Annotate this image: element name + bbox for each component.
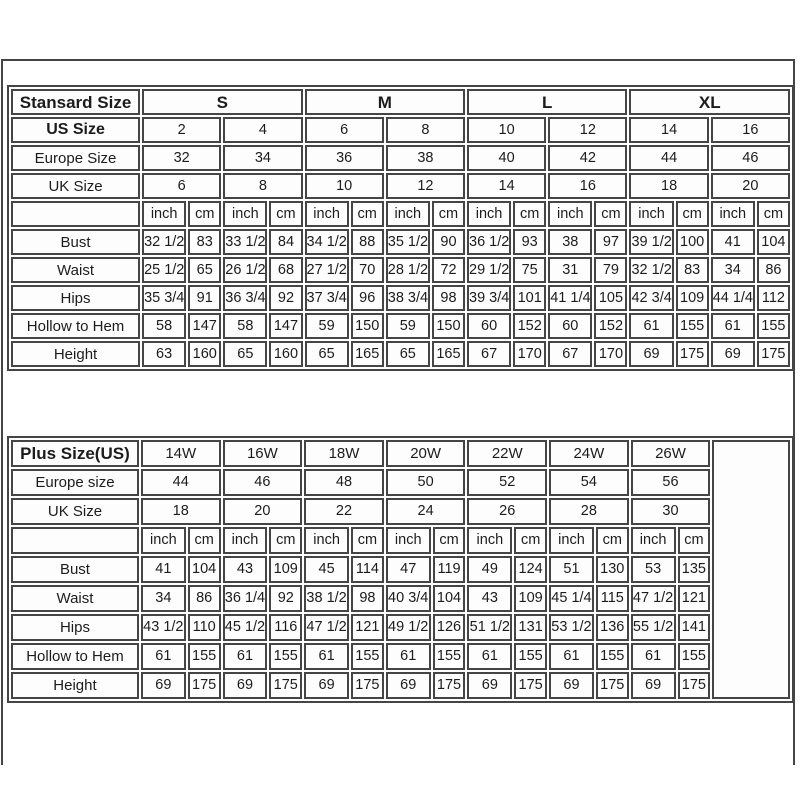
- unit-header-cell: cm: [513, 201, 546, 227]
- size-value-cell: 52: [467, 469, 547, 496]
- measurement-inch-cell: 34: [711, 257, 755, 283]
- measurement-cm-cell: 150: [351, 313, 384, 339]
- size-group-header: S: [142, 89, 302, 115]
- measurement-inch-cell: 33 1/2: [223, 229, 267, 255]
- measurement-inch-cell: 69: [223, 672, 268, 699]
- size-value-cell: 48: [304, 469, 384, 496]
- size-value-cell: 24: [386, 498, 466, 525]
- measurement-inch-cell: 51: [549, 556, 594, 583]
- measurement-cm-cell: 155: [678, 643, 711, 670]
- measurement-cm-cell: 155: [676, 313, 709, 339]
- measurement-inch-cell: 61: [223, 643, 268, 670]
- size-value-cell: 16: [711, 117, 790, 143]
- measurement-cm-cell: 91: [188, 285, 221, 311]
- measurement-cm-cell: 121: [351, 614, 384, 641]
- size-group-header: XL: [629, 89, 790, 115]
- measurement-cm-cell: 175: [433, 672, 466, 699]
- measurement-cm-cell: 104: [188, 556, 221, 583]
- measurement-cm-cell: 86: [188, 585, 221, 612]
- unit-header-cell: inch: [304, 527, 349, 554]
- measurement-cm-cell: 83: [188, 229, 221, 255]
- measurement-inch-cell: 59: [305, 313, 349, 339]
- size-value-cell: 8: [386, 117, 465, 143]
- row-label: Hollow to Hem: [11, 313, 140, 339]
- measurement-cm-cell: 170: [513, 341, 546, 367]
- measurement-inch-cell: 61: [141, 643, 186, 670]
- measurement-inch-cell: 45: [304, 556, 349, 583]
- measurement-cm-cell: 175: [188, 672, 221, 699]
- measurement-inch-cell: 38 3/4: [386, 285, 430, 311]
- size-value-cell: 2: [142, 117, 221, 143]
- row-label: Height: [11, 672, 139, 699]
- standard-size-table: [7, 85, 794, 371]
- measurement-cm-cell: 101: [513, 285, 546, 311]
- unit-header-cell: inch: [305, 201, 349, 227]
- size-value-cell: 6: [142, 173, 221, 199]
- measurement-cm-cell: 126: [433, 614, 466, 641]
- measurement-cm-cell: 88: [351, 229, 384, 255]
- row-label: Height: [11, 341, 140, 367]
- size-value-cell: 6: [305, 117, 384, 143]
- unit-header-cell: inch: [631, 527, 676, 554]
- row-label: US Size: [11, 117, 140, 143]
- measurement-inch-cell: 25 1/2: [142, 257, 186, 283]
- unit-header-cell: inch: [386, 527, 431, 554]
- measurement-cm-cell: 170: [594, 341, 627, 367]
- measurement-inch-cell: 61: [549, 643, 594, 670]
- row-label: UK Size: [11, 498, 139, 525]
- measurement-inch-cell: 26 1/2: [223, 257, 267, 283]
- measurement-cm-cell: 150: [432, 313, 465, 339]
- measurement-cm-cell: 104: [433, 585, 466, 612]
- measurement-cm-cell: 109: [514, 585, 547, 612]
- unit-header-cell: cm: [433, 527, 466, 554]
- measurement-cm-cell: 98: [432, 285, 465, 311]
- row-label: UK Size: [11, 173, 140, 199]
- measurement-cm-cell: 92: [269, 585, 302, 612]
- measurement-inch-cell: 69: [631, 672, 676, 699]
- size-value-cell: 12: [548, 117, 627, 143]
- measurement-inch-cell: 35 3/4: [142, 285, 186, 311]
- measurement-inch-cell: 36 1/4: [223, 585, 268, 612]
- row-label: Bust: [11, 229, 140, 255]
- measurement-cm-cell: 165: [351, 341, 384, 367]
- measurement-inch-cell: 69: [141, 672, 186, 699]
- measurement-cm-cell: 136: [596, 614, 629, 641]
- size-group-header: 24W: [549, 440, 629, 467]
- size-value-cell: 42: [548, 145, 627, 171]
- size-group-header: 22W: [467, 440, 547, 467]
- measurement-inch-cell: 61: [631, 643, 676, 670]
- measurement-cm-cell: 160: [269, 341, 302, 367]
- measurement-cm-cell: 175: [351, 672, 384, 699]
- unit-header-cell: inch: [467, 527, 512, 554]
- measurement-inch-cell: 36 3/4: [223, 285, 267, 311]
- measurement-inch-cell: 67: [467, 341, 511, 367]
- measurement-inch-cell: 41 1/4: [548, 285, 592, 311]
- measurement-inch-cell: 40 3/4: [386, 585, 431, 612]
- measurement-inch-cell: 53 1/2: [549, 614, 594, 641]
- measurement-inch-cell: 69: [629, 341, 673, 367]
- measurement-cm-cell: 152: [513, 313, 546, 339]
- measurement-cm-cell: 175: [678, 672, 711, 699]
- measurement-inch-cell: 39 1/2: [629, 229, 673, 255]
- measurement-cm-cell: 84: [269, 229, 302, 255]
- measurement-inch-cell: 65: [223, 341, 267, 367]
- measurement-inch-cell: 63: [142, 341, 186, 367]
- measurement-cm-cell: 135: [678, 556, 711, 583]
- size-group-header: 26W: [631, 440, 711, 467]
- measurement-inch-cell: 44 1/4: [711, 285, 755, 311]
- measurement-inch-cell: 61: [467, 643, 512, 670]
- unit-header-cell: inch: [711, 201, 755, 227]
- measurement-cm-cell: 155: [188, 643, 221, 670]
- size-value-cell: 38: [386, 145, 465, 171]
- row-label: Bust: [11, 556, 139, 583]
- measurement-cm-cell: 93: [513, 229, 546, 255]
- measurement-inch-cell: 43 1/2: [141, 614, 186, 641]
- measurement-inch-cell: 35 1/2: [386, 229, 430, 255]
- size-group-header: 20W: [386, 440, 466, 467]
- size-value-cell: 30: [631, 498, 711, 525]
- size-value-cell: 56: [631, 469, 711, 496]
- blank-column-cell: [712, 440, 790, 699]
- measurement-inch-cell: 61: [386, 643, 431, 670]
- size-value-cell: 20: [711, 173, 790, 199]
- measurement-inch-cell: 38: [548, 229, 592, 255]
- measurement-inch-cell: 69: [711, 341, 755, 367]
- unit-header-cell: inch: [142, 201, 186, 227]
- measurement-inch-cell: 69: [386, 672, 431, 699]
- measurement-inch-cell: 58: [142, 313, 186, 339]
- measurement-inch-cell: 60: [467, 313, 511, 339]
- measurement-inch-cell: 45 1/2: [223, 614, 268, 641]
- size-value-cell: 50: [386, 469, 466, 496]
- measurement-inch-cell: 32 1/2: [629, 257, 673, 283]
- measurement-inch-cell: 69: [549, 672, 594, 699]
- measurement-cm-cell: 109: [676, 285, 709, 311]
- measurement-cm-cell: 152: [594, 313, 627, 339]
- corner-header-cell: Stansard Size: [11, 89, 140, 115]
- measurement-inch-cell: 69: [304, 672, 349, 699]
- measurement-inch-cell: 47: [386, 556, 431, 583]
- unit-header-cell: inch: [223, 201, 267, 227]
- measurement-inch-cell: 29 1/2: [467, 257, 511, 283]
- measurement-cm-cell: 104: [757, 229, 790, 255]
- measurement-inch-cell: 41: [711, 229, 755, 255]
- size-value-cell: 44: [629, 145, 708, 171]
- measurement-inch-cell: 27 1/2: [305, 257, 349, 283]
- unit-header-cell: cm: [432, 201, 465, 227]
- row-label: Waist: [11, 257, 140, 283]
- size-value-cell: 18: [141, 498, 221, 525]
- row-label: Hollow to Hem: [11, 643, 139, 670]
- measurement-cm-cell: 155: [514, 643, 547, 670]
- measurement-inch-cell: 32 1/2: [142, 229, 186, 255]
- measurement-inch-cell: 37 3/4: [305, 285, 349, 311]
- size-value-cell: 46: [711, 145, 790, 171]
- measurement-inch-cell: 65: [386, 341, 430, 367]
- measurement-inch-cell: 60: [548, 313, 592, 339]
- measurement-inch-cell: 34: [141, 585, 186, 612]
- measurement-inch-cell: 36 1/2: [467, 229, 511, 255]
- measurement-cm-cell: 121: [678, 585, 711, 612]
- measurement-cm-cell: 92: [269, 285, 302, 311]
- measurement-cm-cell: 155: [596, 643, 629, 670]
- measurement-inch-cell: 65: [305, 341, 349, 367]
- unit-header-cell: inch: [629, 201, 673, 227]
- size-value-cell: 40: [467, 145, 546, 171]
- size-value-cell: 14: [629, 117, 708, 143]
- size-group-header: L: [467, 89, 627, 115]
- measurement-cm-cell: 70: [351, 257, 384, 283]
- size-value-cell: 26: [467, 498, 547, 525]
- size-value-cell: 36: [305, 145, 384, 171]
- measurement-cm-cell: 147: [269, 313, 302, 339]
- unit-header-cell: cm: [351, 201, 384, 227]
- measurement-cm-cell: 175: [596, 672, 629, 699]
- size-value-cell: 16: [548, 173, 627, 199]
- measurement-cm-cell: 141: [678, 614, 711, 641]
- measurement-inch-cell: 47 1/2: [304, 614, 349, 641]
- unit-header-cell: inch: [223, 527, 268, 554]
- measurement-inch-cell: 28 1/2: [386, 257, 430, 283]
- measurement-inch-cell: 49: [467, 556, 512, 583]
- measurement-cm-cell: 160: [188, 341, 221, 367]
- unit-header-cell: cm: [188, 527, 221, 554]
- size-value-cell: 32: [142, 145, 221, 171]
- measurement-cm-cell: 97: [594, 229, 627, 255]
- unit-header-cell: cm: [188, 201, 221, 227]
- size-group-header: 14W: [141, 440, 221, 467]
- unit-header-cell: inch: [548, 201, 592, 227]
- measurement-inch-cell: 61: [629, 313, 673, 339]
- unit-header-cell: cm: [351, 527, 384, 554]
- measurement-inch-cell: 41: [141, 556, 186, 583]
- measurement-inch-cell: 55 1/2: [631, 614, 676, 641]
- measurement-inch-cell: 51 1/2: [467, 614, 512, 641]
- measurement-inch-cell: 59: [386, 313, 430, 339]
- measurement-inch-cell: 39 3/4: [467, 285, 511, 311]
- measurement-inch-cell: 53: [631, 556, 676, 583]
- size-group-header: 16W: [223, 440, 303, 467]
- measurement-cm-cell: 175: [269, 672, 302, 699]
- corner-header-cell: Plus Size(US): [11, 440, 139, 467]
- measurement-cm-cell: 100: [676, 229, 709, 255]
- measurement-inch-cell: 38 1/2: [304, 585, 349, 612]
- measurement-cm-cell: 131: [514, 614, 547, 641]
- measurement-cm-cell: 72: [432, 257, 465, 283]
- measurement-cm-cell: 175: [514, 672, 547, 699]
- row-label: Hips: [11, 614, 139, 641]
- measurement-cm-cell: 116: [269, 614, 302, 641]
- measurement-cm-cell: 112: [757, 285, 790, 311]
- measurement-inch-cell: 47 1/2: [631, 585, 676, 612]
- size-value-cell: 10: [467, 117, 546, 143]
- measurement-cm-cell: 175: [757, 341, 790, 367]
- measurement-inch-cell: 49 1/2: [386, 614, 431, 641]
- measurement-cm-cell: 119: [433, 556, 466, 583]
- measurement-cm-cell: 75: [513, 257, 546, 283]
- size-value-cell: 34: [223, 145, 302, 171]
- measurement-cm-cell: 155: [351, 643, 384, 670]
- measurement-inch-cell: 45 1/4: [549, 585, 594, 612]
- unit-header-cell: cm: [514, 527, 547, 554]
- measurement-cm-cell: 90: [432, 229, 465, 255]
- size-value-cell: 14: [467, 173, 546, 199]
- unit-header-cell: inch: [467, 201, 511, 227]
- measurement-cm-cell: 124: [514, 556, 547, 583]
- measurement-inch-cell: 34 1/2: [305, 229, 349, 255]
- size-value-cell: 8: [223, 173, 302, 199]
- measurement-cm-cell: 165: [432, 341, 465, 367]
- measurement-inch-cell: 43: [467, 585, 512, 612]
- measurement-cm-cell: 155: [433, 643, 466, 670]
- size-value-cell: 44: [141, 469, 221, 496]
- unit-header-cell: cm: [269, 201, 302, 227]
- measurement-cm-cell: 86: [757, 257, 790, 283]
- measurement-inch-cell: 43: [223, 556, 268, 583]
- measurement-cm-cell: 155: [269, 643, 302, 670]
- measurement-cm-cell: 105: [594, 285, 627, 311]
- unit-header-cell: cm: [676, 201, 709, 227]
- size-value-cell: 28: [549, 498, 629, 525]
- unit-header-cell: cm: [596, 527, 629, 554]
- unit-header-cell: cm: [678, 527, 711, 554]
- size-value-cell: 46: [223, 469, 303, 496]
- size-value-cell: 20: [223, 498, 303, 525]
- measurement-cm-cell: 175: [676, 341, 709, 367]
- measurement-cm-cell: 83: [676, 257, 709, 283]
- measurement-cm-cell: 109: [269, 556, 302, 583]
- unit-header-cell: cm: [594, 201, 627, 227]
- size-value-cell: 12: [386, 173, 465, 199]
- size-group-header: M: [305, 89, 465, 115]
- unit-header-cell: inch: [549, 527, 594, 554]
- measurement-cm-cell: 96: [351, 285, 384, 311]
- measurement-cm-cell: 155: [757, 313, 790, 339]
- measurement-cm-cell: 68: [269, 257, 302, 283]
- row-label: Europe Size: [11, 145, 140, 171]
- measurement-inch-cell: 42 3/4: [629, 285, 673, 311]
- row-label: Waist: [11, 585, 139, 612]
- measurement-cm-cell: 115: [596, 585, 629, 612]
- row-label: Europe size: [11, 469, 139, 496]
- measurement-cm-cell: 110: [188, 614, 221, 641]
- measurement-cm-cell: 130: [596, 556, 629, 583]
- measurement-inch-cell: 61: [711, 313, 755, 339]
- unit-header-cell: cm: [269, 527, 302, 554]
- plus-size-table: [7, 436, 794, 703]
- unit-header-cell: inch: [386, 201, 430, 227]
- measurement-cm-cell: 147: [188, 313, 221, 339]
- unit-header-cell: cm: [757, 201, 790, 227]
- measurement-cm-cell: 114: [351, 556, 384, 583]
- measurement-cm-cell: 98: [351, 585, 384, 612]
- size-value-cell: 22: [304, 498, 384, 525]
- row-label: Hips: [11, 285, 140, 311]
- measurement-cm-cell: 79: [594, 257, 627, 283]
- measurement-inch-cell: 61: [304, 643, 349, 670]
- size-value-cell: 4: [223, 117, 302, 143]
- measurement-inch-cell: 58: [223, 313, 267, 339]
- size-value-cell: 18: [629, 173, 708, 199]
- measurement-inch-cell: 31: [548, 257, 592, 283]
- size-value-cell: 54: [549, 469, 629, 496]
- row-label: [11, 527, 139, 554]
- measurement-inch-cell: 69: [467, 672, 512, 699]
- size-group-header: 18W: [304, 440, 384, 467]
- row-label: [11, 201, 140, 227]
- measurement-inch-cell: 67: [548, 341, 592, 367]
- measurement-cm-cell: 65: [188, 257, 221, 283]
- unit-header-cell: inch: [141, 527, 186, 554]
- size-value-cell: 10: [305, 173, 384, 199]
